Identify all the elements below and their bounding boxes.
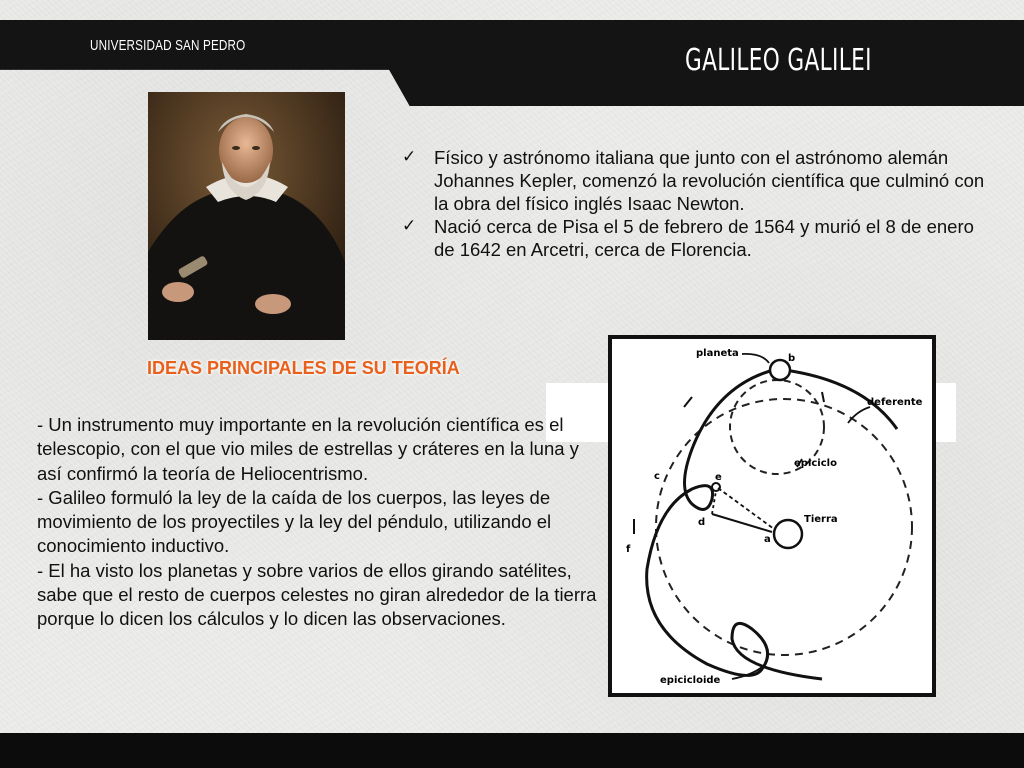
- label-planeta: planeta: [696, 348, 739, 359]
- label-c: c: [654, 471, 660, 482]
- portrait-image: [148, 92, 345, 340]
- galileo-portrait: [148, 92, 345, 340]
- bio-list: [402, 146, 992, 261]
- arrow-right: [822, 392, 824, 402]
- arrow-topleft: [684, 397, 692, 407]
- planet-circle: [770, 360, 790, 380]
- ideas-body: [37, 413, 597, 632]
- ideas-heading: IDEAS PRINCIPALES DE SU TEORÍA: [147, 358, 460, 378]
- small-circle-e: [712, 483, 720, 491]
- line-e-earth: [718, 488, 774, 529]
- arrow-planeta: [742, 354, 769, 363]
- label-epiciclo: epiciclo: [794, 458, 837, 469]
- label-b: b: [788, 353, 796, 364]
- epicycle-diagram-frame: [608, 335, 936, 697]
- line-d-earth: [712, 514, 772, 532]
- epicycle-diagram: [612, 339, 932, 693]
- slide-title: GALILEO GALILEI: [685, 43, 872, 78]
- label-e: e: [715, 472, 722, 483]
- label-f: f: [626, 544, 631, 555]
- label-a: a: [764, 534, 771, 545]
- label-tierra: Tierra: [804, 514, 838, 525]
- bio-text: Físico y astrónomo italiana que junto con el astrónomo alemán Johannes Kepler, comenzó la revolución científica que culminó con la obra del físico inglés Isaac Newton.: [434, 147, 985, 214]
- label-deferente: deferente: [867, 397, 923, 408]
- label-epicicloide: epicicloide: [660, 675, 721, 686]
- bio-text: Nació cerca de Pisa el 5 de febrero de 1564 y murió el 8 de enero de 1642 en Arcetri, cerca de Florencia.: [434, 216, 974, 260]
- arrow-deferente: [848, 407, 870, 423]
- earth-circle: [774, 520, 802, 548]
- university-name: UNIVERSIDAD SAN PEDRO: [90, 37, 246, 54]
- footer-bar: [0, 733, 1024, 768]
- idea-paragraph: - El ha visto los planetas y sobre varios de ellos girando satélites, sabe que el resto de cuerpos celestes no giran alrededor de la tierra porque lo dicen los cálculos y lo dicen las observaciones.: [37, 559, 597, 630]
- bio-item: [402, 146, 992, 215]
- idea-paragraph: - Galileo formuló la ley de la caída de los cuerpos, las leyes de movimiento de los proyectiles y la ley del péndulo, utilizando el conocimiento inductivo.: [37, 486, 552, 557]
- label-d: d: [698, 517, 706, 528]
- idea-paragraph: - Un instrumento muy importante en la revolución científica es el telescopio, con el que vio miles de estrellas y cráteres en la luna y así confirmó la teoría de Heliocentrismo.: [37, 414, 579, 484]
- check-icon: ✓: [402, 216, 417, 236]
- bio-item: [402, 215, 992, 261]
- check-icon: ✓: [402, 147, 417, 167]
